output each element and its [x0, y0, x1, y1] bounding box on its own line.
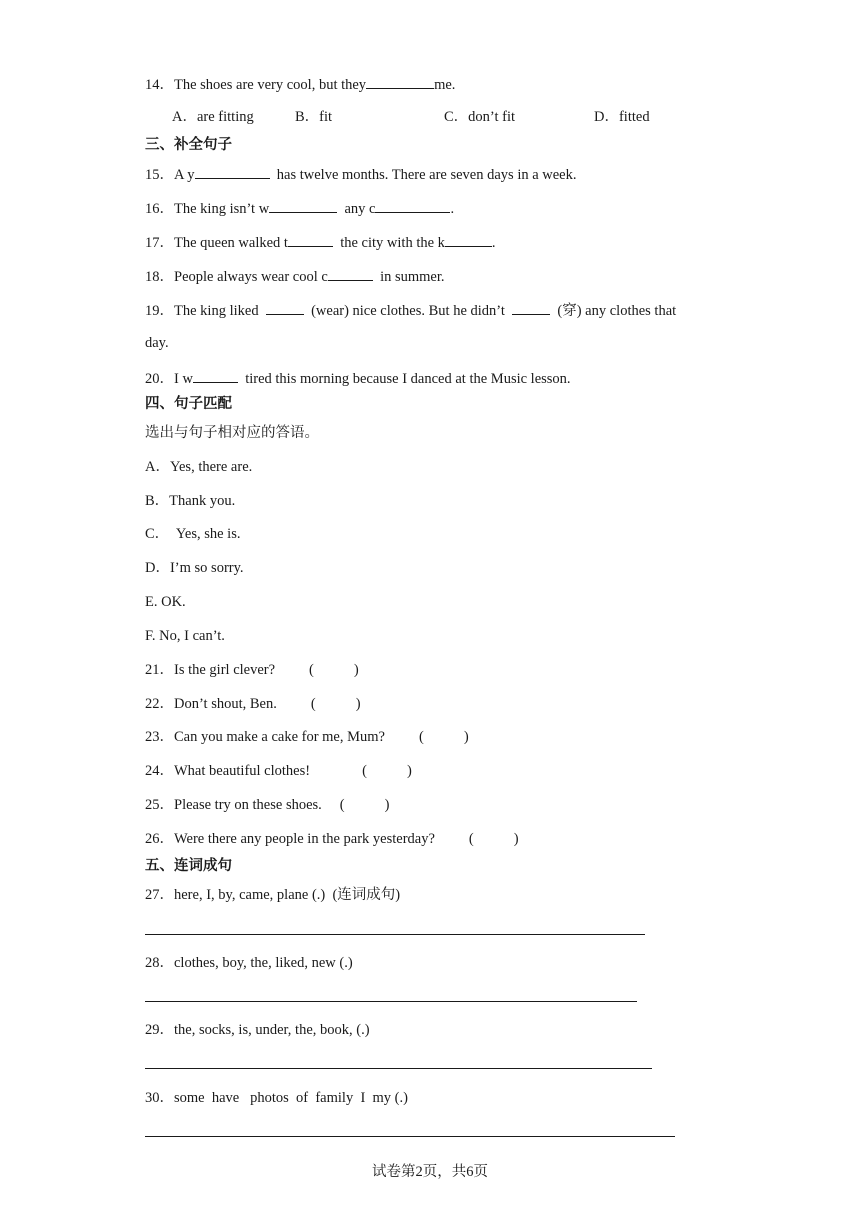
question-14: 14．The shoes are very cool, but they me.: [145, 74, 455, 94]
option-d: D．fitted: [594, 109, 650, 125]
answer-blank[interactable]: [193, 368, 238, 383]
question-22: 22．Don’t shout, Ben. ( ): [145, 696, 361, 712]
question-25: 25．Please try on these shoes. ( ): [145, 797, 390, 813]
answer-option: F. No, I can’t.: [145, 628, 225, 644]
answer-blank[interactable]: [375, 198, 450, 213]
option-b: B．fit: [295, 109, 333, 125]
question-20: 20．I w tired this morning because I danced at the Music lesson.: [145, 368, 571, 388]
question-19: 19．The king liked (wear) nice clothes. But he didn’t (穿) any clothes that: [145, 300, 676, 320]
answer-line[interactable]: [145, 934, 645, 935]
question-23: 23．Can you make a cake for me, Mum? ( ): [145, 729, 469, 745]
question-30: 30．some have photos of family I my (.): [145, 1090, 408, 1106]
answer-blank[interactable]: [288, 232, 333, 247]
section-heading-4: 四、句子匹配: [145, 396, 232, 412]
option-a: A．are fitting: [172, 109, 254, 125]
question-16: 16．The king isn’t w any c .: [145, 198, 454, 218]
answer-option: D．I’m so sorry.: [145, 560, 244, 576]
question-29: 29．the, socks, is, under, the, book, (.): [145, 1022, 370, 1038]
answer-blank[interactable]: [328, 266, 373, 281]
answer-blank[interactable]: [366, 74, 434, 89]
answer-blank[interactable]: [445, 232, 492, 247]
question-17: 17．The queen walked t the city with the k .: [145, 232, 496, 252]
question-19-continued: day.: [145, 335, 169, 351]
question-15: 15．A y has twelve months. There are seven days in a week.: [145, 164, 577, 184]
section-heading-3: 三、补全句子: [145, 137, 232, 153]
answer-option: E. OK.: [145, 594, 186, 610]
answer-paren[interactable]: ( ): [468, 831, 519, 847]
question-24: 24．What beautiful clothes! ( ): [145, 763, 412, 779]
answer-paren[interactable]: ( ): [339, 797, 390, 813]
answer-line[interactable]: [145, 1001, 637, 1002]
question-21: 21．Is the girl clever? ( ): [145, 662, 359, 678]
question-28: 28．clothes, boy, the, liked, new (.): [145, 955, 353, 971]
answer-paren[interactable]: ( ): [418, 729, 469, 745]
answer-blank[interactable]: [512, 300, 550, 315]
section-heading-5: 五、连词成句: [145, 858, 232, 874]
answer-line[interactable]: [145, 1136, 675, 1137]
answer-line[interactable]: [145, 1068, 652, 1069]
question-27: 27．here, I, by, came, plane (.) (连词成句): [145, 887, 401, 903]
option-c: C．don’t fit: [444, 109, 516, 125]
answer-paren[interactable]: ( ): [362, 763, 412, 779]
section-instruction: 选出与句子相对应的答语。: [145, 425, 319, 441]
answer-paren[interactable]: ( ): [309, 662, 359, 678]
answer-option: C． Yes, she is.: [145, 526, 241, 542]
answer-option: B．Thank you.: [145, 493, 236, 509]
answer-option: A．Yes, there are.: [145, 459, 253, 475]
answer-blank[interactable]: [266, 300, 304, 315]
question-26: 26．Were there any people in the park yesterday? ( ): [145, 831, 519, 847]
answer-paren[interactable]: ( ): [310, 696, 361, 712]
answer-blank[interactable]: [269, 198, 337, 213]
answer-blank[interactable]: [195, 164, 270, 179]
page-footer: 试卷第2页，共6页: [372, 1164, 488, 1180]
question-18: 18．People always wear cool c in summer.: [145, 266, 445, 286]
